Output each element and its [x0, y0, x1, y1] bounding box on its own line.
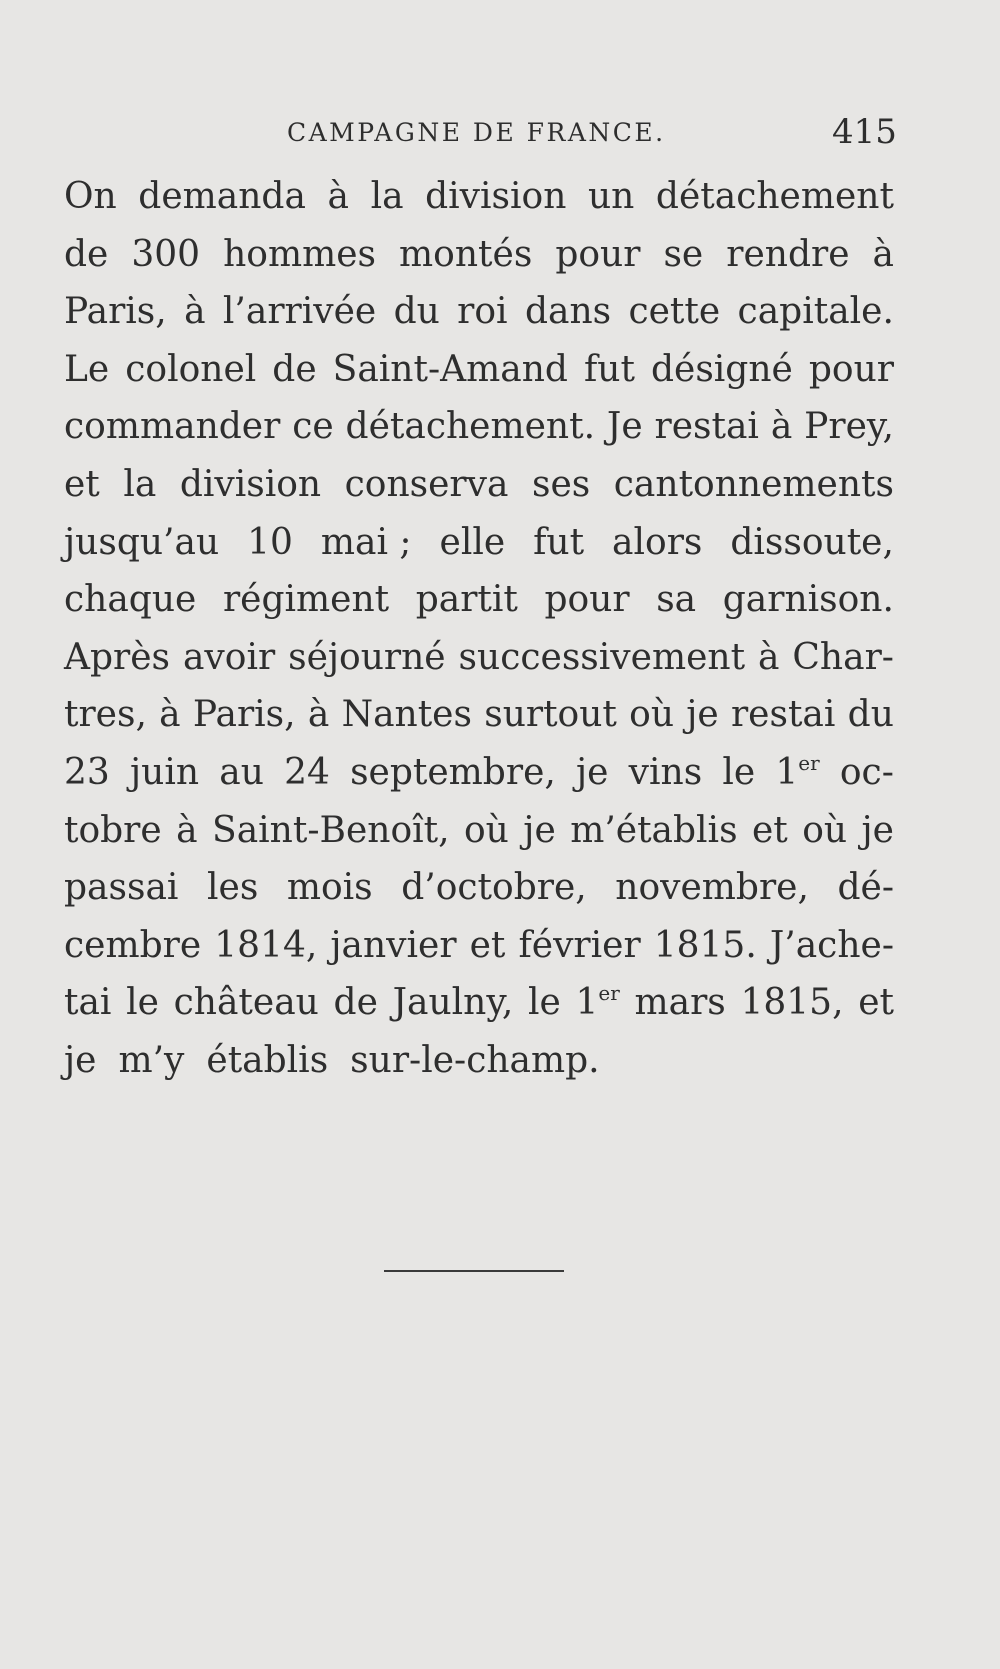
word: 1815.: [653, 924, 757, 966]
word: à: [176, 809, 198, 851]
word: colonel: [125, 348, 257, 390]
word: novembre,: [615, 867, 809, 909]
word: demanda: [138, 176, 306, 217]
word: rendre: [726, 233, 850, 275]
word: de: [333, 982, 378, 1024]
word: je: [861, 809, 894, 851]
word: passai: [64, 867, 179, 909]
word: 1er: [775, 750, 820, 793]
word: du: [393, 291, 440, 333]
word: à: [770, 406, 793, 448]
word: tai: [64, 982, 112, 1024]
word: et: [64, 463, 100, 505]
text-line: [64, 629, 894, 687]
word: conserva: [344, 463, 509, 505]
word: alors: [612, 521, 703, 563]
word: tobre: [64, 809, 162, 851]
word: 1815,: [740, 982, 844, 1024]
word: hommes: [223, 233, 377, 275]
word: Paris,: [64, 291, 167, 333]
word: restai: [730, 694, 836, 736]
word: Nantes: [341, 694, 472, 736]
word: sur-le-champ.: [350, 1039, 600, 1081]
word: chaque: [64, 579, 197, 621]
word: mai ;: [320, 521, 412, 563]
word: roi: [457, 291, 508, 333]
word: Paris,: [192, 694, 296, 736]
word: vins: [628, 751, 703, 793]
word: montés: [399, 233, 533, 275]
word: surtout: [484, 694, 617, 736]
word: m’y: [118, 1039, 185, 1081]
word: 1er: [575, 981, 620, 1024]
word: cantonnements: [613, 463, 894, 505]
word: à: [184, 291, 206, 333]
text-line: [64, 456, 894, 514]
word: établis: [206, 1039, 329, 1081]
word: fut: [533, 521, 585, 563]
word: pour: [544, 579, 630, 621]
word: et: [752, 809, 788, 851]
word: cembre: [64, 924, 202, 966]
word: dans: [524, 291, 612, 333]
running-head-title: CAMPAGNE DE FRANCE.: [287, 118, 666, 147]
word: l’arrivée: [222, 291, 377, 333]
word: désigné: [650, 348, 793, 390]
word: à: [757, 636, 780, 678]
word: capitale.: [737, 291, 894, 333]
text-line: [64, 571, 894, 629]
word: et: [858, 982, 894, 1024]
page-number: 415: [832, 112, 897, 152]
word: Après: [64, 636, 171, 678]
word: sa: [656, 579, 697, 621]
text-line: [64, 168, 894, 226]
running-head: [0, 112, 1000, 152]
word: où: [629, 694, 674, 736]
word: Jaulny,: [392, 982, 514, 1024]
word: régiment: [222, 579, 390, 621]
word: du: [847, 694, 894, 736]
word: 10: [247, 521, 293, 563]
word: de: [272, 348, 317, 390]
word: dissoute,: [730, 521, 894, 563]
text-line: [64, 686, 894, 744]
word: fut: [583, 348, 635, 390]
word: division: [425, 176, 567, 217]
word: février: [518, 924, 641, 966]
word: à: [872, 233, 894, 275]
text-line: [64, 398, 894, 456]
word: au: [219, 751, 264, 793]
word: Saint-Benoît,: [212, 809, 450, 851]
word: 24: [284, 751, 330, 793]
word: détachement.: [345, 406, 596, 448]
word: 300: [131, 233, 201, 275]
word: Le: [64, 348, 110, 390]
word: elle: [439, 521, 506, 563]
end-rule: [384, 1270, 564, 1272]
word: janvier: [330, 924, 457, 966]
word: Char-: [792, 636, 894, 678]
word: septembre,: [350, 751, 556, 793]
word: ce: [292, 406, 334, 448]
text-line: [64, 226, 894, 284]
text-line: [64, 514, 894, 572]
word: commander: [64, 406, 281, 448]
word: le: [126, 982, 159, 1024]
word: détachement: [655, 176, 894, 217]
text-line: [64, 917, 894, 975]
word: un: [587, 176, 635, 217]
word: mars: [634, 982, 726, 1024]
word: se: [663, 233, 704, 275]
word: séjourné: [288, 636, 446, 678]
word: le: [722, 751, 756, 793]
word: dé-: [837, 867, 894, 909]
word: On: [64, 176, 117, 217]
word: cette: [628, 291, 721, 333]
word: oc-: [839, 751, 894, 793]
word: à: [307, 694, 330, 736]
word: Prey,: [804, 406, 894, 448]
word: 23: [64, 751, 110, 793]
word: château: [173, 982, 319, 1024]
word: le: [528, 982, 561, 1024]
word: où: [802, 809, 848, 851]
word: successivement: [458, 636, 746, 678]
word: Je: [606, 406, 643, 448]
word: tres,: [64, 694, 147, 736]
body-paragraph: [64, 168, 894, 1090]
word: à: [159, 694, 181, 736]
text-line: [64, 341, 894, 399]
text-line: [64, 974, 894, 1032]
word: J’ache-: [769, 924, 894, 966]
text-line: [64, 859, 894, 917]
word: les: [207, 867, 259, 909]
word: et: [469, 924, 506, 966]
word: jusqu’au: [64, 521, 220, 563]
word: de: [64, 233, 109, 275]
text-line: [64, 1032, 894, 1090]
word: ses: [531, 463, 591, 505]
word: division: [179, 463, 322, 505]
word: restai: [654, 406, 759, 448]
word: 1814,: [214, 924, 318, 966]
word: pour: [555, 233, 641, 275]
word: la: [370, 176, 404, 217]
word: je: [576, 751, 609, 793]
word: la: [123, 463, 157, 505]
text-line: [64, 744, 894, 802]
word: partit: [415, 579, 518, 621]
word: d’octobre,: [401, 867, 587, 909]
word: Saint-Amand: [332, 348, 568, 390]
word: pour: [808, 348, 894, 390]
word: avoir: [182, 636, 276, 678]
word: où: [463, 809, 509, 851]
word: je: [686, 694, 719, 736]
word: m’établis: [570, 809, 738, 851]
text-line: [64, 283, 894, 341]
word: juin: [130, 751, 200, 793]
word: mois: [286, 867, 373, 909]
text-line: [64, 802, 894, 860]
word: garnison.: [722, 579, 894, 621]
word: je: [64, 1039, 97, 1081]
word: à: [327, 176, 349, 217]
word: je: [523, 809, 556, 851]
